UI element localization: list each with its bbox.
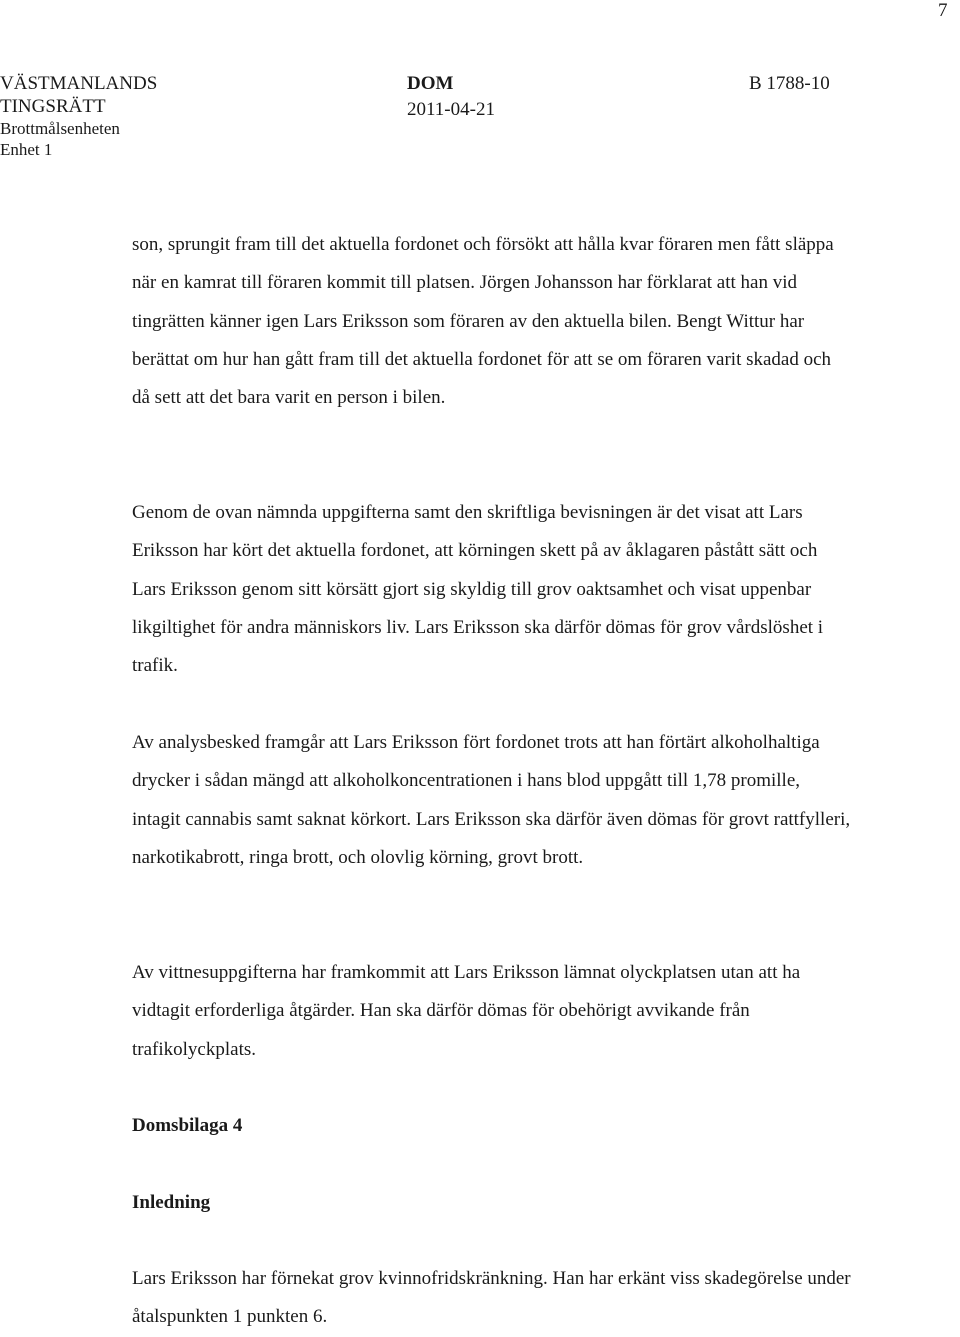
section-subheading: Inledning [132, 1192, 211, 1213]
page-number: 7 [938, 0, 948, 21]
paragraph-witness-statements: son, sprungit fram till det aktuella fordonet och försökt att hålla kvar föraren men fått släppa när en kamrat till föraren kommit till platsen. Jörgen Johansson har förklarat att han vid tingrätten känner igen Lars Eriksson som föraren av den aktuella bilen. Bengt Wittur har berättat om hur han gått fram till det aktuella fordonet för att se om föraren varit skadad och då sett att det bara varit en person i bilen. [132, 234, 834, 409]
document-date: 2011-04-21 [407, 99, 495, 120]
court-division: Brottmålsenheten [0, 119, 120, 138]
court-name-line-2: TINGSRÄTT [0, 96, 106, 117]
case-number: B 1788-10 [749, 73, 830, 94]
court-unit: Enhet 1 [0, 140, 53, 159]
paragraph-drunk-driving: Av analysbesked framgår att Lars Eriksson fört fordonet trots att han förtärt alkoholhaltiga drycker i sådan mängd att alkoholkoncentrationen i hans blod uppgått till 1,78 promille, intagit cannabis samt saknat körkort. Lars Eriksson ska därför även dömas för grovt rattfylleri, narkotikabrott, ringa brott, och olovlig körning, grovt brott. [132, 732, 851, 868]
paragraph-reckless-driving: Genom de ovan nämnda uppgifterna samt den skriftliga bevisningen är det visat att Lars Eriksson har kört det aktuella fordonet, att körningen skett på av åklagaren påstått sätt och Lars Eriksson genom sitt körsätt gjort sig skyldig till grov oaktsamhet och visat uppenbar likgiltighet för andra människors liv. Lars Eriksson ska därför dömas för grov vårdslöshet i trafik. [132, 502, 824, 677]
document-type: DOM [407, 73, 454, 94]
court-name-line-1: VÄSTMANLANDS [0, 73, 158, 94]
paragraph-introduction: Lars Eriksson har förnekat grov kvinnofridskränkning. Han har erkänt viss skadegörelse under åtalspunkten 1 punkten 6. [132, 1268, 851, 1328]
section-heading: Domsbilaga 4 [132, 1115, 243, 1136]
court-block [0, 72, 157, 160]
paragraph-leaving-scene: Av vittnesuppgifterna har framkommit att Lars Eriksson lämnat olyckplatsen utan att ha vidtagit erforderliga åtgärder. Han ska därför dömas för obehörigt avvikande från trafikolyckplats. [132, 962, 801, 1060]
